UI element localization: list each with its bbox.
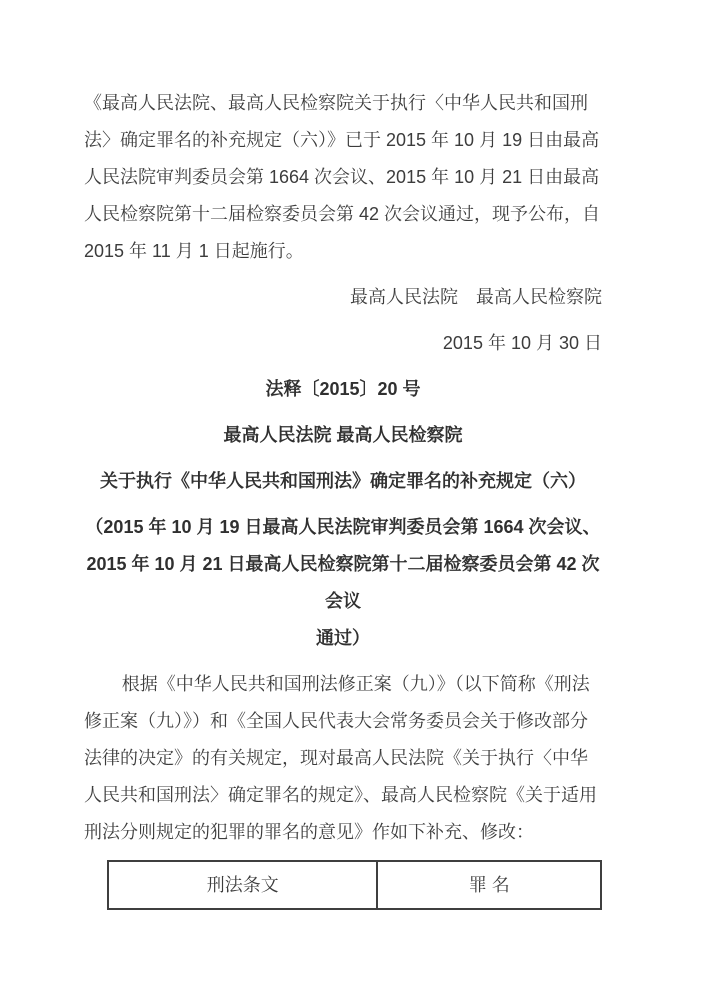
adoption-note [84, 509, 602, 657]
crimes-table-header-row [108, 861, 601, 909]
table-header-crime-name: 罪 名 [377, 861, 601, 909]
publish-date-line: 2015 年 10 月 30 日 [442, 333, 602, 353]
crimes-table [107, 860, 602, 910]
signatories-line: 最高人民法院 最高人民检察院 [350, 287, 602, 307]
basis-paragraph: 根据《中华人民共和国刑法修正案（九）》（以下简称《刑法修正案（九）》）和《全国人民代表大会常务委员会关于修改部分法律的决定》的有关规定，现对最高人民法院《关于执行〈中华人民共和国刑法〉确定罪名的规定》、最高人民检察院《关于适用刑法分则规定的犯罪的罪名的意见》作如下补充、修改： [84, 674, 597, 842]
document-number: 法释〔2015〕20 号 [265, 379, 421, 399]
announcement-paragraph: 《最高人民法院、最高人民检察院关于执行〈中华人民共和国刑法〉确定罪名的补充规定（六）》已于 2015 年 10 月 19 日由最高人民法院审判委员会第 1664 次会议、2015 年 10 月 21 日由最高人民检察院第十二届检察委员会第 42 次会议通过，现予公布，自 2015 年 11 月 1 日起施行。 [84, 93, 601, 261]
table-header-criminal-law-article: 刑法条文 [108, 861, 377, 909]
adoption-note-line-2: 2015 年 10 月 21 日最高人民检察院第十二届检察委员会第 42 次会议 [86, 554, 600, 611]
adoption-note-line-3: 通过） [316, 628, 370, 648]
adoption-note-line-1: （2015 年 10 月 19 日最高人民法院审判委员会第 1664 次会议、 [85, 517, 601, 537]
issuing-authorities: 最高人民法院 最高人民检察院 [223, 425, 463, 445]
document-title: 关于执行《中华人民共和国刑法》确定罪名的补充规定（六） [100, 471, 586, 491]
